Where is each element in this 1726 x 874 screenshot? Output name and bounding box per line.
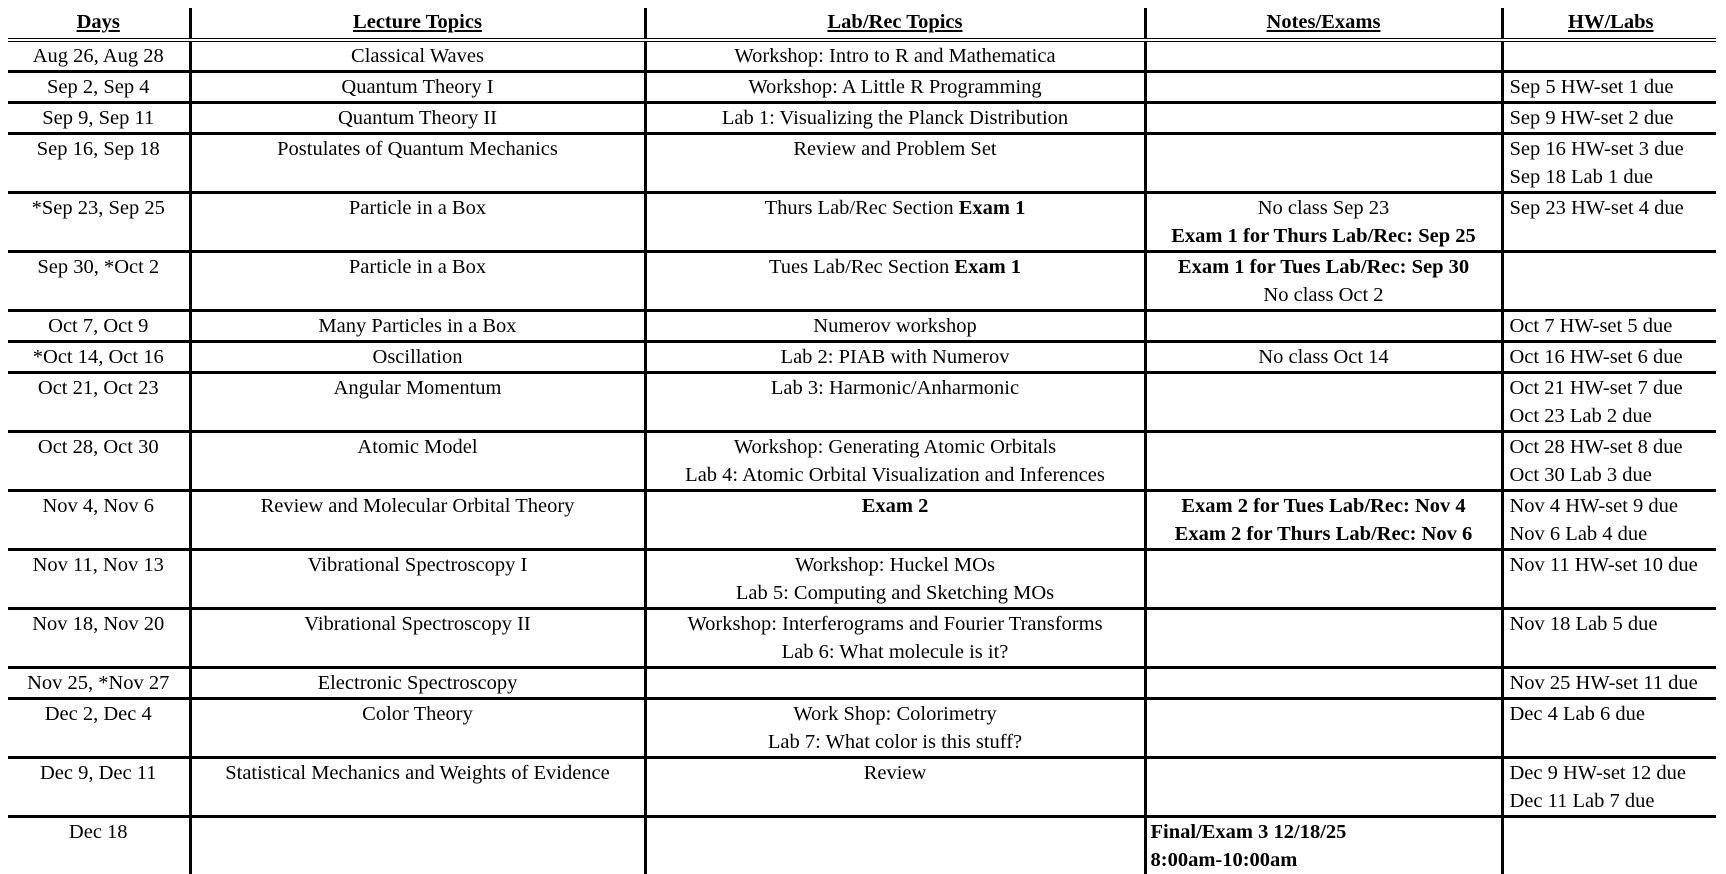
hw-due-text: Nov 4 HW-set 9 due (1510, 492, 1713, 520)
lecture-topic-text: Angular Momentum (196, 374, 640, 402)
days-cell (8, 40, 190, 72)
lab-topic-cell (645, 252, 1145, 311)
lecture-topic-cell (190, 609, 645, 668)
lecture-topic-text: Electronic Spectroscopy (196, 669, 640, 697)
hw-labs-cell (1502, 609, 1716, 668)
lecture-topic-text: Vibrational Spectroscopy I (196, 551, 640, 579)
header-hw-labs: HW/Labs (1502, 8, 1716, 40)
lecture-topic-text: Statistical Mechanics and Weights of Evidence (196, 759, 640, 787)
lab-topic-text: Review and Problem Set (651, 135, 1140, 163)
hw-due-text: Dec 4 Lab 6 due (1510, 700, 1713, 728)
hw-due-text: Oct 7 HW-set 5 due (1510, 312, 1713, 340)
hw-due-text: Nov 6 Lab 4 due (1510, 520, 1713, 548)
notes-exams-cell (1145, 609, 1502, 668)
lab-topic-text: Lab 5: Computing and Sketching MOs (651, 579, 1140, 607)
lecture-topic-text: Color Theory (196, 700, 640, 728)
schedule-row (8, 72, 1716, 103)
hw-due-text: Oct 28 HW-set 8 due (1510, 433, 1713, 461)
schedule-row (8, 550, 1716, 609)
lecture-topic-cell (190, 252, 645, 311)
hw-due-text: Nov 18 Lab 5 due (1510, 610, 1713, 638)
lecture-topic-cell (190, 699, 645, 758)
hw-labs-cell (1502, 252, 1716, 311)
notes-exams-cell (1145, 432, 1502, 491)
exam-note-text: Exam 2 for Thurs Lab/Rec: Nov 6 (1151, 520, 1497, 548)
days-cell (8, 668, 190, 699)
notes-exams-cell (1145, 40, 1502, 72)
notes-exams-cell (1145, 72, 1502, 103)
lab-topic-text: Lab 4: Atomic Orbital Visualization and Inferences (651, 461, 1140, 489)
lab-topic-cell (645, 342, 1145, 373)
schedule-row (8, 373, 1716, 432)
schedule-row (8, 342, 1716, 373)
lab-topic-line (651, 492, 1140, 520)
days-text: Dec 9, Dec 11 (12, 759, 185, 787)
hw-due-text: Sep 5 HW-set 1 due (1510, 73, 1713, 101)
lab-topic-text: Numerov workshop (651, 312, 1140, 340)
notes-exams-cell (1145, 550, 1502, 609)
lab-topic-text: Workshop: Interferograms and Fourier Transforms (651, 610, 1140, 638)
lab-topic-cell (645, 699, 1145, 758)
lab-topic-cell (645, 193, 1145, 252)
schedule-row (8, 668, 1716, 699)
hw-labs-cell (1502, 311, 1716, 342)
hw-labs-cell (1502, 134, 1716, 193)
hw-due-text: Sep 16 HW-set 3 due (1510, 135, 1713, 163)
hw-labs-cell (1502, 103, 1716, 134)
days-text: Sep 16, Sep 18 (12, 135, 185, 163)
days-cell (8, 609, 190, 668)
days-cell (8, 103, 190, 134)
lecture-topic-text: Review and Molecular Orbital Theory (196, 492, 640, 520)
lab-topic-text: Workshop: Intro to R and Mathematica (651, 42, 1140, 70)
days-cell (8, 432, 190, 491)
exam-note-text: Exam 1 for Tues Lab/Rec: Sep 30 (1151, 253, 1497, 281)
lab-topic-line (651, 253, 1140, 281)
header-lecture-topics: Lecture Topics (190, 8, 645, 40)
lecture-topic-text: Particle in a Box (196, 253, 640, 281)
hw-labs-cell (1502, 668, 1716, 699)
schedule-row (8, 40, 1716, 72)
header-notes-exams: Notes/Exams (1145, 8, 1502, 40)
days-text: Nov 18, Nov 20 (12, 610, 185, 638)
note-text: No class Oct 2 (1151, 281, 1497, 309)
days-cell (8, 193, 190, 252)
notes-exams-cell (1145, 817, 1502, 874)
schedule-row (8, 699, 1716, 758)
exam-note-text: Exam 1 for Thurs Lab/Rec: Sep 25 (1151, 222, 1497, 250)
schedule-row (8, 758, 1716, 817)
lab-topic-text: Workshop: Huckel MOs (651, 551, 1140, 579)
header-row (8, 8, 1716, 40)
hw-labs-cell (1502, 40, 1716, 72)
schedule-row (8, 252, 1716, 311)
lab-topic-cell (645, 72, 1145, 103)
days-cell (8, 550, 190, 609)
lab-topic-cell (645, 668, 1145, 699)
schedule-table (8, 8, 1716, 874)
days-text: Aug 26, Aug 28 (12, 42, 185, 70)
days-text: Nov 11, Nov 13 (12, 551, 185, 579)
exam-note-text: Final/Exam 3 12/18/25 (1151, 818, 1497, 846)
lecture-topic-cell (190, 311, 645, 342)
lab-topic-text: Lab 3: Harmonic/Anharmonic (651, 374, 1140, 402)
lecture-topic-cell (190, 193, 645, 252)
days-text: Oct 7, Oct 9 (12, 312, 185, 340)
schedule-row (8, 817, 1716, 874)
days-text: *Sep 23, Sep 25 (12, 194, 185, 222)
days-text: Oct 28, Oct 30 (12, 433, 185, 461)
lab-topic-cell (645, 373, 1145, 432)
hw-due-text: Oct 16 HW-set 6 due (1510, 343, 1713, 371)
days-cell (8, 252, 190, 311)
lab-topic-text: Work Shop: Colorimetry (651, 700, 1140, 728)
hw-labs-cell (1502, 491, 1716, 550)
days-cell (8, 758, 190, 817)
days-text: Sep 30, *Oct 2 (12, 253, 185, 281)
hw-due-text: Dec 9 HW-set 12 due (1510, 759, 1713, 787)
schedule-row (8, 311, 1716, 342)
hw-due-text: Oct 30 Lab 3 due (1510, 461, 1713, 489)
notes-exams-cell (1145, 758, 1502, 817)
days-cell (8, 491, 190, 550)
hw-labs-cell (1502, 699, 1716, 758)
days-text: Sep 9, Sep 11 (12, 104, 185, 132)
days-cell (8, 342, 190, 373)
hw-due-text: Dec 11 Lab 7 due (1510, 787, 1713, 815)
lab-topic-text: Lab 2: PIAB with Numerov (651, 343, 1140, 371)
lab-topic-text: Lab 7: What color is this stuff? (651, 728, 1140, 756)
lecture-topic-cell (190, 103, 645, 134)
header-days: Days (8, 8, 190, 40)
hw-labs-cell (1502, 72, 1716, 103)
notes-exams-cell (1145, 311, 1502, 342)
days-cell (8, 311, 190, 342)
days-cell (8, 72, 190, 103)
exam-note-text: 8:00am-10:00am (1151, 846, 1497, 874)
notes-exams-cell (1145, 193, 1502, 252)
lecture-topic-text: Particle in a Box (196, 194, 640, 222)
lab-section-text: Tues Lab/Rec Section (769, 256, 954, 278)
days-text: *Oct 14, Oct 16 (12, 343, 185, 371)
notes-exams-cell (1145, 373, 1502, 432)
lecture-topic-text: Oscillation (196, 343, 640, 371)
schedule-row (8, 103, 1716, 134)
lecture-topic-cell (190, 432, 645, 491)
exam-note-text: Exam 2 for Tues Lab/Rec: Nov 4 (1151, 492, 1497, 520)
lab-topic-cell (645, 432, 1145, 491)
lab-topic-cell (645, 817, 1145, 874)
hw-due-text: Sep 9 HW-set 2 due (1510, 104, 1713, 132)
notes-exams-cell (1145, 103, 1502, 134)
lecture-topic-text: Quantum Theory I (196, 73, 640, 101)
hw-labs-cell (1502, 342, 1716, 373)
hw-due-text: Nov 11 HW-set 10 due (1510, 551, 1713, 579)
lab-topic-cell (645, 758, 1145, 817)
days-text: Sep 2, Sep 4 (12, 73, 185, 101)
schedule-row (8, 193, 1716, 252)
lab-topic-cell (645, 609, 1145, 668)
lab-topic-cell (645, 103, 1145, 134)
hw-due-text: Nov 25 HW-set 11 due (1510, 669, 1713, 697)
lecture-topic-cell (190, 668, 645, 699)
lecture-topic-text: Vibrational Spectroscopy II (196, 610, 640, 638)
hw-due-text: Oct 21 HW-set 7 due (1510, 374, 1713, 402)
lab-topic-cell (645, 550, 1145, 609)
lab-topic-text: Review (651, 759, 1140, 787)
lecture-topic-cell (190, 72, 645, 103)
note-text: No class Oct 14 (1151, 343, 1497, 371)
lab-topic-text: Workshop: Generating Atomic Orbitals (651, 433, 1140, 461)
lecture-topic-text: Postulates of Quantum Mechanics (196, 135, 640, 163)
hw-labs-cell (1502, 193, 1716, 252)
schedule-row (8, 432, 1716, 491)
note-text: No class Sep 23 (1151, 194, 1497, 222)
lecture-topic-text: Quantum Theory II (196, 104, 640, 132)
days-cell (8, 817, 190, 874)
hw-due-text: Sep 23 HW-set 4 due (1510, 194, 1713, 222)
notes-exams-cell (1145, 134, 1502, 193)
lab-topic-cell (645, 491, 1145, 550)
hw-labs-cell (1502, 758, 1716, 817)
notes-exams-cell (1145, 491, 1502, 550)
days-text: Oct 21, Oct 23 (12, 374, 185, 402)
lecture-topic-cell (190, 550, 645, 609)
lab-exam-text: Exam 1 (959, 197, 1026, 219)
lab-exam-text: Exam 2 (862, 495, 929, 517)
lecture-topic-cell (190, 817, 645, 874)
lab-topic-cell (645, 134, 1145, 193)
lab-topic-text: Workshop: A Little R Programming (651, 73, 1140, 101)
hw-labs-cell (1502, 817, 1716, 874)
hw-labs-cell (1502, 432, 1716, 491)
days-cell (8, 373, 190, 432)
lab-topic-text: Lab 1: Visualizing the Planck Distribution (651, 104, 1140, 132)
days-text: Dec 18 (12, 818, 185, 846)
notes-exams-cell (1145, 342, 1502, 373)
lecture-topic-text: Atomic Model (196, 433, 640, 461)
days-text: Nov 4, Nov 6 (12, 492, 185, 520)
notes-exams-cell (1145, 699, 1502, 758)
header-lab-rec-topics: Lab/Rec Topics (645, 8, 1145, 40)
hw-labs-cell (1502, 550, 1716, 609)
days-text: Dec 2, Dec 4 (12, 700, 185, 728)
hw-due-text: Sep 18 Lab 1 due (1510, 163, 1713, 191)
lab-section-text: Thurs Lab/Rec Section (765, 197, 959, 219)
lab-topic-cell (645, 40, 1145, 72)
lecture-topic-cell (190, 373, 645, 432)
lab-topic-line (651, 194, 1140, 222)
lecture-topic-text: Classical Waves (196, 42, 640, 70)
notes-exams-cell (1145, 252, 1502, 311)
lecture-topic-cell (190, 758, 645, 817)
schedule-row (8, 491, 1716, 550)
days-cell (8, 134, 190, 193)
days-cell (8, 699, 190, 758)
schedule-row (8, 134, 1716, 193)
notes-exams-cell (1145, 668, 1502, 699)
lecture-topic-cell (190, 134, 645, 193)
lecture-topic-text: Many Particles in a Box (196, 312, 640, 340)
lecture-topic-cell (190, 40, 645, 72)
lab-topic-cell (645, 311, 1145, 342)
hw-due-text: Oct 23 Lab 2 due (1510, 402, 1713, 430)
lab-exam-text: Exam 1 (954, 256, 1021, 278)
schedule-row (8, 609, 1716, 668)
lecture-topic-cell (190, 342, 645, 373)
hw-labs-cell (1502, 373, 1716, 432)
days-text: Nov 25, *Nov 27 (12, 669, 185, 697)
lecture-topic-cell (190, 491, 645, 550)
lab-topic-text: Lab 6: What molecule is it? (651, 638, 1140, 666)
